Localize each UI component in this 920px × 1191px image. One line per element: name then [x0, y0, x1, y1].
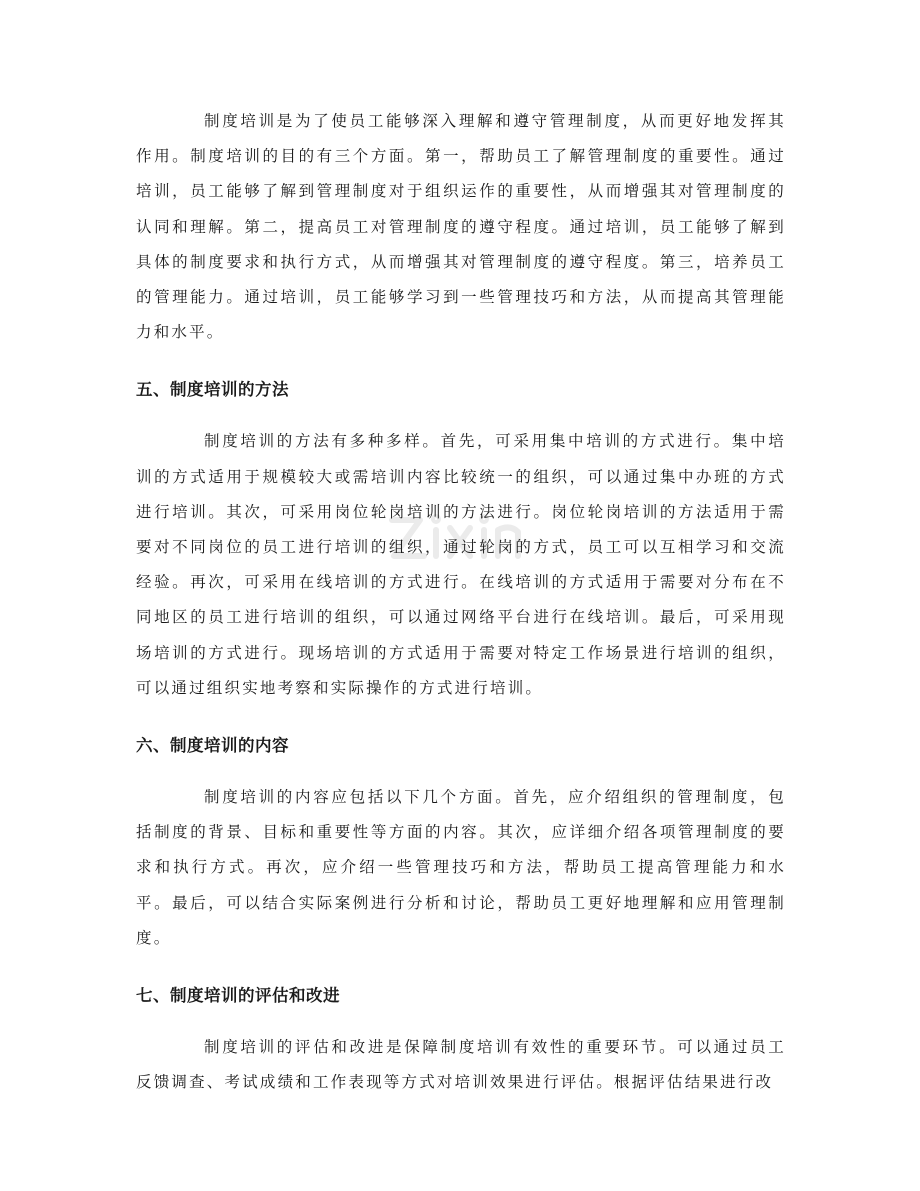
section-heading-evaluation: 七、制度培训的评估和改进 [136, 986, 340, 1006]
section-heading-content: 六、制度培训的内容 [136, 736, 289, 756]
intro-paragraph: 制度培训是为了使员工能够深入理解和遵守管理制度，从而更好地发挥其作用。制度培训的目的有三个方面。第一，帮助员工了解管理制度的重要性。通过培训，员工能够了解到管理制度对于组织运作的重要性，从而增强其对管理制度的认同和理解。第二，提高员工对管理制度的遵守程度。通过培训，员工能够了解到具体的制度要求和执行方式，从而增强其对管理制度的遵守程度。第三，培养员工的管理能力。通过培训，员工能够学习到一些管理技巧和方法，从而提高其管理能力和水平。 [136, 112, 786, 342]
section-paragraph-methods: 制度培训的方法有多种多样。首先，可采用集中培训的方式进行。集中培训的方式适用于规模较大或需培训内容比较统一的组织，可以通过集中办班的方式进行培训。其次，可采用岗位轮岗培训的方法进行。岗位轮岗培训的方法适用于需要对不同岗位的员工进行培训的组织，通过轮岗的方式，员工可以互相学习和交流经验。再次，可采用在线培训的方式进行。在线培训的方式适用于需要对分布在不同地区的员工进行培训的组织，可以通过网络平台进行在线培训。最后，可采用现场培训的方式进行。现场培训的方式适用于需要对特定工作场景进行培训的组织，可以通过组织实地考察和实际操作的方式进行培训。 [136, 432, 786, 697]
section-paragraph-content: 制度培训的内容应包括以下几个方面。首先，应介绍组织的管理制度，包括制度的背景、目标和重要性等方面的内容。其次，应详细介绍各项管理制度的要求和执行方式。再次，应介绍一些管理技巧和方法，帮助员工提高管理能力和水平。最后，可以结合实际案例进行分析和讨论，帮助员工更好地理解和应用管理制度。 [136, 788, 786, 947]
section-heading-methods: 五、制度培训的方法 [136, 380, 289, 400]
section-paragraph-evaluation: 制度培训的评估和改进是保障制度培训有效性的重要环节。可以通过员工反馈调查、考试成绩和工作表现等方式对培训效果进行评估。根据评估结果进行改 [136, 1038, 786, 1092]
document-body [136, 104, 786, 1100]
